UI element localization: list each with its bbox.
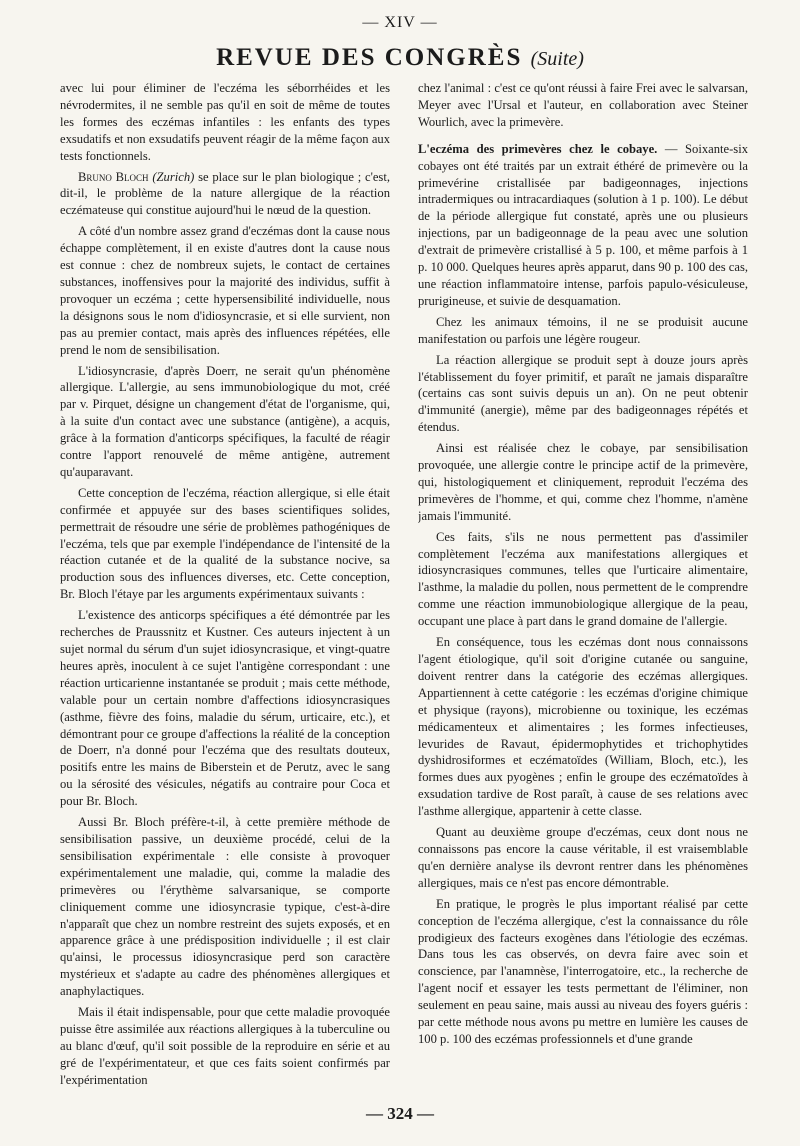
paragraph-text: — Soixante-six cobayes ont été traités par un extrait éthéré de primevère ou la primevérine cristallisée par badigeonnages, injections intradermiques ou intracardiaques (solution à 1 p. 100). Le début de la période allergique fut constaté, après une ou plusieurs injections, par un badigeonnage de la peau avec une solution d'extrait de primevère cristallisé à 5 p. 100, et même parfois à 1 p. 10 000. Quelques heures après apparut, dans 90 p. 100 des cas, une réaction inflammatoire intense, parfois papulo-vésiculeuse, prurigineuse, et suivie de desquamation. xyxy=(418,141,748,308)
paragraph: Aussi Br. Bloch préfère-t-il, à cette première méthode de sensibilisation passive, un deuxième procédé, celui de la sensibilisation expérimentale : elle consiste à provoquer expérimentalement une maladie, qui, comme la maladie des primevères ou l'érythème salvarsanique, se comporte cliniquement comme une idiosyncrasie typique, c'est-à-dire n'apparaît que chez un nombre restreint des sujets exposés, et en apparence grâce à une prédisposition individuelle ; il est clair qu'ainsi, le processus idiosyncrasique perd son caractère mystérieux et s'adapte au cadre des phénomènes allergiques et anaphylactiques. xyxy=(60,815,390,999)
paragraph: Cette conception de l'eczéma, réaction allergique, si elle était confirmée et appuyée sur des bases scientifiques solides, permettrait de résoudre une série de problèmes pathogéniques de l'eczéma, tels que par exemple l'indépendance de l'intensité de la réaction cutanée et de la qualité de la substance nocive, sa production sous des influences diverses, etc. Cette conception, Br. Bloch l'étaye par les arguments expérimentaux suivants : xyxy=(60,485,390,602)
page-number: — 324 — xyxy=(366,1104,434,1123)
author-affiliation: (Zurich) xyxy=(152,169,195,184)
paragraph: Ainsi est réalisée chez le cobaye, par sensibilisation provoquée, une allergie contre le principe actif de la primevère, qui, histologiquement et cliniquement, reproduit l'eczéma des primevères de l'homme, et qui, comme chez l'homme, n'amène jamais l'immunité. xyxy=(418,441,748,523)
paragraph: En conséquence, tous les eczémas dont nous connaissons l'agent étiologique, qu'il soit d'origine cutanée ou sanguine, doivent rentrer dans la catégorie des eczémas allergiques. Appartiennent à cette catégorie : les eczémas d'origine chimique et physique (rayons), microbienne ou toxinique, les eczémas médicamenteux et alimentaires ; les formes infectieuses, levurides de Ravaut, épidermophytides et trichophytides dyshidrosiformes et eczématoïdes (William, Bloch, etc.), les formes dues aux pyogènes ; enfin le groupe des eczématoïdes à exsudation tardive de Rost paraît, à cause de ses relations avec l'asthme allergique, appartenir à cette classe. xyxy=(418,635,748,819)
paragraph: En pratique, le progrès le plus important réalisé par cette conception de l'eczéma allergique, c'est la connaissance du rôle prodigieux des facteurs exogènes dans l'étiologie des eczémas. Dans tous les cas observés, on devra faire avec soin et conscience, par l'anamnèse, l'interrogatoire, etc., la recherche de l'agent nocif et essayer les tests permettant de l'éliminer, non seulement en peau saine, mais aussi au niveau des foyers guéris : par cette méthode nous avons pu mettre en lumière les causes de 100 p. 100 des eczémas professionnels et d'une grande xyxy=(418,896,748,1046)
paragraph: avec lui pour éliminer de l'eczéma les séborrhéides et les névrodermites, il ne semble pas qu'il en soit de même de toutes les formes des eczémas infantiles : les enfants des types exsudatifs et non exsudatifs peuvent réagir de la même façon aux tests fonctionnels. xyxy=(60,81,390,163)
paragraph: Ces faits, s'ils ne nous permettent pas d'assimiler complètement l'eczéma aux manifestations allergiques et idiosyncrasiques communes, telles que l'urticaire alimentaire, l'asthme, la maladie du pollen, nous permettent de le comprendre comme une réaction immunobiologique allergique de la peau, occupant une place à part dans le grand domaine de l'allergie. xyxy=(418,529,748,629)
roman-folio: — XIV — xyxy=(362,14,438,31)
paragraph xyxy=(60,169,390,220)
header-title: REVUE DES CONGRÈS xyxy=(216,44,523,71)
section-paragraph xyxy=(418,141,748,310)
header-suffix: (Suite) xyxy=(530,48,584,70)
paragraph: Chez les animaux témoins, il ne se produisit aucune manifestation ou parfois une légère rougeur. xyxy=(418,314,748,346)
paragraph: L'existence des anticorps spécifiques a été démontrée par les recherches de Praussnitz et Kustner. Ces auteurs injectent à un sujet normal du sérum d'un sujet idiosyncrasique, et vingt-quatre heures après, inoculent à ce sujet l'antigène correspondant : une réaction urticarienne instantanée se produit ; mais cette méthode, valable pour un certain nombre d'affections idiosyncrasiques (asthme, fièvre des foins, maladie du sérum, urticaire, etc.), et démontrant pour ce groupe d'affections la réalité de la conception de Doerr, n'a donné pour l'eczéma que des resultats douteux, positifs entre les mains de Biberstein et de Perutz, avec le sang ou la sérosité des vésicules, négatifs au contraire pour Coca et pour Br. Bloch. xyxy=(60,608,390,809)
paragraph: L'idiosyncrasie, d'après Doerr, ne serait qu'un phénomène allergique. L'allergie, au sens immunobiologique du mot, créé par v. Pirquet, désigne un changement d'état de l'organisme, qui, à la suite d'un contact avec une substance (antigène), a acquis, grâce à la formation d'anticorps spécifiques, la faculté de réagir contre l'apport renouvelé de même antigène, autrement qu'auparavant. xyxy=(60,363,390,479)
left-column xyxy=(60,80,390,1090)
paragraph: chez l'animal : c'est ce qu'ont réussi à faire Frei avec le salvarsan, Meyer avec l'Ursal et l'auteur, en collaboration avec Steiner Wourlich, avec la primevère. xyxy=(418,81,748,129)
paragraph: La réaction allergique se produit sept à douze jours après l'établissement du foyer primitif, et paraît ne jamais disparaître (certains cas sont suivis depuis un an). On ne peut obtenir d'immunité (anergie), même par des badigeonnages répétés et étendus. xyxy=(418,352,748,435)
paragraph: A côté d'un nombre assez grand d'eczémas dont la cause nous échappe complètement, il en existe d'autres dont la cause nous est connue : chez de nombreux sujets, le contact de certaines substances, inoffensives pour la majorité des individus, suffit à provoquer un eczéma ; cette hypersensibilité individuelle, nous la désignons sous le nom d'idiosyncrasie, et si elle survient, non pas au premier contact, mais après des influences répétées, elle prend le nom de sensibilisation. xyxy=(60,224,390,357)
section-title: L'eczéma des primevères chez le cobaye. xyxy=(418,141,658,156)
paragraph: Mais il était indispensable, pour que cette maladie provoquée puisse être assimilée aux réactions allergiques à la tuberculine ou au blanc d'œuf, qu'il soit possible de la reproduire en série et au gré de l'expérimentateur, et que ces faits soient confirmés par l'expérimentation xyxy=(60,1005,390,1087)
running-header xyxy=(0,44,800,72)
paragraph-text: se place sur le plan biologique ; c'est, dit-il, le problème de la nature allergique de la réaction eczémateuse qui constitue aujourd'hui le nœud de la question. xyxy=(60,169,390,218)
paragraph: Quant au deuxième groupe d'eczémas, ceux dont nous ne connaissons pas encore la cause véritable, il est vraisemblable qu'en dernière analyse ils devront rentrer dans les phénomènes allergiques, mais ce n'est pas encore démontrable. xyxy=(418,825,748,890)
author-name: Bruno Bloch xyxy=(78,169,149,184)
right-column xyxy=(418,80,748,1090)
